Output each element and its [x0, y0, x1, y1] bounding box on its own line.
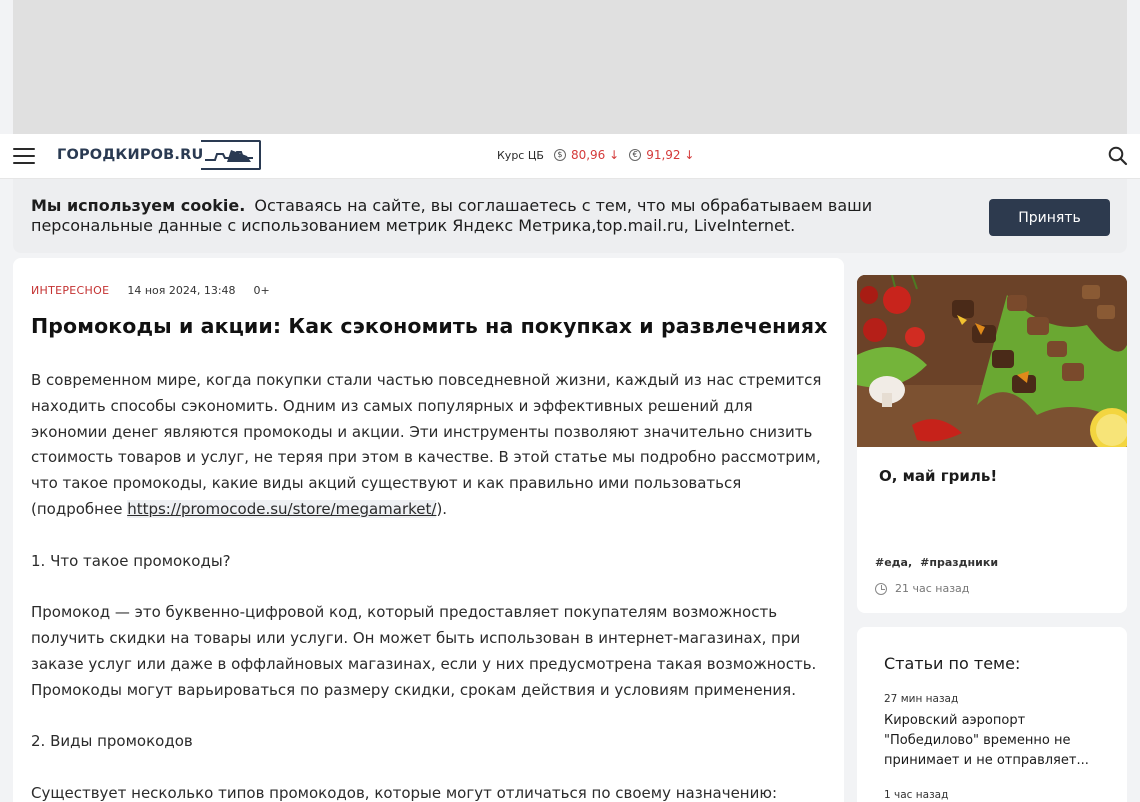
usd-rate: [554, 148, 619, 162]
article-date: 14 ноя 2024, 13:48: [127, 284, 236, 297]
grill-food-image[interactable]: [857, 275, 1127, 447]
article-paragraph: [31, 368, 831, 523]
rates-label: Курс ЦБ: [497, 148, 544, 162]
logo-text: ГОРОДКИРОВ.RU: [57, 147, 204, 163]
promocode-link[interactable]: https://promocode.su/store/megamarket/: [127, 499, 437, 518]
article-paragraph: Существует несколько типов промокодов, которые могут отличаться по своему назначению:: [31, 783, 778, 802]
euro-icon: €: [629, 149, 641, 161]
search-icon[interactable]: [1108, 146, 1128, 166]
age-rating: 0+: [253, 284, 270, 297]
related-articles: [857, 627, 1127, 802]
article: [13, 258, 844, 802]
logo-emblem-icon: [201, 140, 261, 170]
eur-value: 91,92: [646, 148, 681, 162]
paragraph-end: ).: [436, 499, 448, 518]
currency-rates: [497, 148, 704, 162]
related-time: 27 мин назад: [884, 693, 959, 705]
usd-value: 80,96: [570, 148, 606, 162]
cookie-message: [31, 196, 971, 236]
usd-down-arrow-icon: ↓: [609, 148, 620, 162]
card-time: [875, 582, 969, 595]
related-item[interactable]: [884, 789, 1104, 802]
menu-icon[interactable]: [13, 148, 35, 166]
tag-holidays[interactable]: #праздники: [920, 556, 999, 569]
related-item[interactable]: [884, 693, 1104, 771]
top-bar: [0, 134, 1140, 179]
eur-down-arrow-icon: ↓: [684, 148, 695, 162]
section-heading: 2. Виды промокодов: [31, 732, 193, 751]
article-title: Промокоды и акции: Как сэкономить на покупках и развлечениях: [31, 314, 828, 338]
clock-icon: [875, 583, 887, 595]
dollar-icon: $: [554, 149, 566, 161]
cookie-banner: [13, 179, 1127, 253]
article-meta: [31, 284, 270, 297]
paragraph-text: В современном мире, когда покупки стали частью повседневной жизни, каждый из нас стремится находить способы сэкономить. Одним из самых популярных и эффективных решений для экономии денег являются промокоды и акции. Эти инструменты позволяют значительно снизить стоимость товаров и услуг, не теряя при этом в качестве. В этой статье мы подробно рассмотрим, что такое промокоды, какие виды акций существуют и как правильно ими пользоваться (подробнее: [31, 371, 822, 518]
article-paragraph: Промокод — это буквенно-цифровой код, который предоставляет покупателям возможность получить скидки на товары или услуги. Он может быть использован в интернет-магазинах, при заказе услуг или даже в оффлайновых магазинах, если у них предусмотрена такая возможность. Промокоды могут варьироваться по размеру скидки, срокам действия и условиям применения.: [31, 603, 817, 699]
eur-rate: [629, 148, 694, 162]
related-title[interactable]: Кировский аэропорт "Победилово" временно не принимает и не отправляет...: [884, 713, 1089, 768]
card-tags: [875, 556, 1006, 569]
accept-cookie-button[interactable]: Принять: [989, 199, 1110, 236]
site-logo[interactable]: [57, 140, 261, 170]
news-card[interactable]: [857, 275, 1127, 613]
related-heading: Статьи по теме:: [884, 654, 1021, 673]
cookie-title: Мы используем cookie.: [31, 196, 246, 215]
cookie-body: Оставаясь на сайте, вы соглашаетесь с тем, что мы обрабатываем ваши персональные данные с использованием метрик Яндекс Метрика,top.mail.ru, LiveInternet.: [31, 196, 873, 235]
article-body: [31, 368, 831, 802]
card-time-text: 21 час назад: [895, 582, 970, 595]
section-heading: 1. Что такое промокоды?: [31, 551, 231, 570]
tag-food[interactable]: #еда,: [875, 556, 913, 569]
article-category[interactable]: ИНТЕРЕСНОЕ: [31, 284, 110, 297]
related-time: 1 час назад: [884, 789, 949, 801]
ad-banner: [13, 0, 1127, 134]
card-title[interactable]: О, май гриль!: [879, 467, 998, 485]
